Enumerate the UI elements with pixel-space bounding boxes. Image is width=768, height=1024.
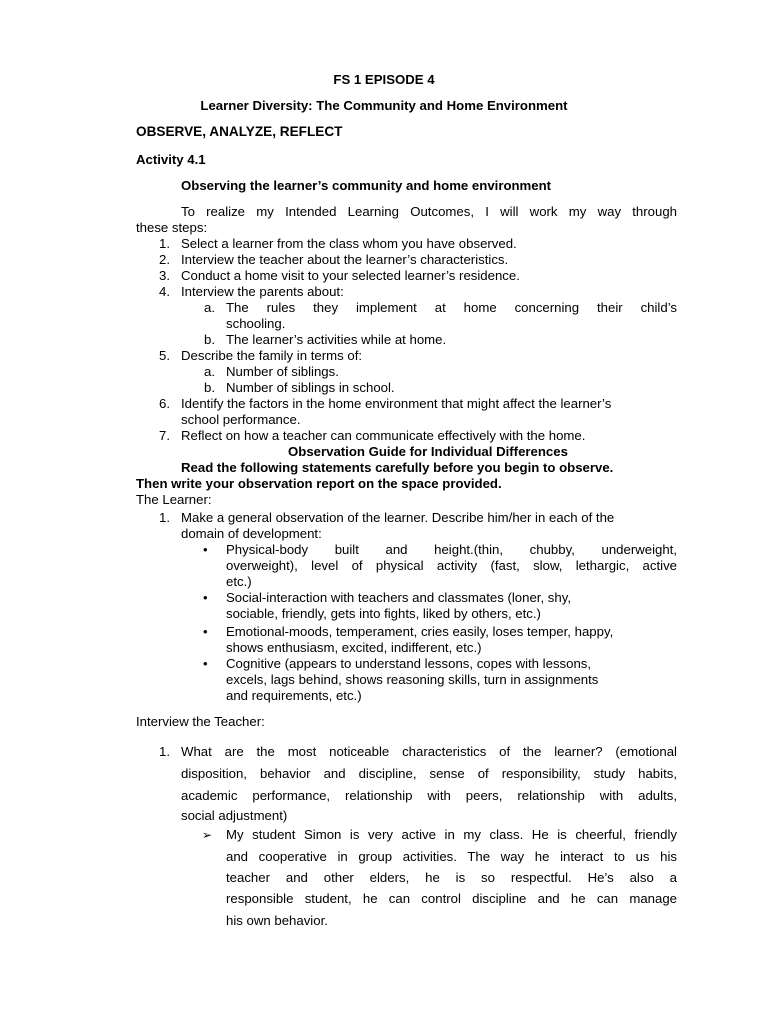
learner-label: The Learner: xyxy=(136,492,212,507)
list-number: 6. xyxy=(159,396,170,411)
bullet-icon: • xyxy=(203,624,208,639)
bullet-item: Social-interaction with teachers and classmates (loner, shy, xyxy=(226,590,571,605)
answer-line: his own behavior. xyxy=(226,913,328,928)
answer-line: and cooperative in group activities. The way he interact to us his xyxy=(226,849,677,864)
intro-paragraph-line: these steps: xyxy=(136,220,208,235)
question-line: What are the most noticeable characteristics of the learner? (emotional xyxy=(181,744,677,759)
guide-instruction: Read the following statements carefully before you begin to observe. xyxy=(181,460,614,475)
bullet-item: Emotional-moods, temperament, cries easily, loses temper, happy, xyxy=(226,624,614,639)
step-item: school performance. xyxy=(181,412,301,427)
bullet-item: overweight), level of physical activity (fast, slow, lethargic, active xyxy=(226,558,677,573)
learner-item: domain of development: xyxy=(181,526,322,541)
list-number: 5. xyxy=(159,348,170,363)
bullet-icon: • xyxy=(203,656,208,671)
step-item: Reflect on how a teacher can communicate effectively with the home. xyxy=(181,428,586,443)
step-item: Select a learner from the class whom you have observed. xyxy=(181,236,517,251)
bullet-item: sociable, friendly, gets into fights, liked by others, etc.) xyxy=(226,606,541,621)
bullet-item: etc.) xyxy=(226,574,252,589)
interview-label: Interview the Teacher: xyxy=(136,714,265,729)
bullet-icon: • xyxy=(203,542,208,557)
list-letter: a. xyxy=(204,300,215,315)
list-number: 1. xyxy=(159,236,170,251)
bullet-item: Cognitive (appears to understand lessons, copes with lessons, xyxy=(226,656,592,671)
question-line: academic performance, relationship with peers, relationship with adults, xyxy=(181,788,677,803)
list-number: 3. xyxy=(159,268,170,283)
sub-step-item: Number of siblings. xyxy=(226,364,339,379)
step-item: Conduct a home visit to your selected learner’s residence. xyxy=(181,268,520,283)
step-item: Identify the factors in the home environment that might affect the learner’s xyxy=(181,396,612,411)
step-item: Interview the teacher about the learner’s characteristics. xyxy=(181,252,509,267)
bullet-item: Physical-body built and height.(thin, chubby, underweight, xyxy=(226,542,677,557)
list-number: 2. xyxy=(159,252,170,267)
intro-paragraph-line: To realize my Intended Learning Outcomes, I will work my way through xyxy=(181,204,677,219)
sub-step-item: The rules they implement at home concerning their child’s xyxy=(226,300,677,315)
bullet-icon: • xyxy=(203,590,208,605)
step-item: Interview the parents about: xyxy=(181,284,344,299)
section-heading: OBSERVE, ANALYZE, REFLECT xyxy=(136,124,343,139)
answer-line: teacher and other elders, he is so respectful. He’s also a xyxy=(226,870,677,885)
bullet-item: excels, lags behind, shows reasoning skills, turn in assignments xyxy=(226,672,599,687)
document-title: Learner Diversity: The Community and Home Environment xyxy=(200,98,568,113)
guide-instruction: Then write your observation report on the space provided. xyxy=(136,476,502,491)
learner-item: Make a general observation of the learner. Describe him/her in each of the xyxy=(181,510,615,525)
bullet-item: and requirements, etc.) xyxy=(226,688,362,703)
answer-line: responsible student, he can control discipline and he can manage xyxy=(226,891,677,906)
list-letter: b. xyxy=(204,332,215,347)
episode-header: FS 1 EPISODE 4 xyxy=(333,72,435,87)
list-letter: b. xyxy=(204,380,215,395)
sub-step-item: Number of siblings in school. xyxy=(226,380,395,395)
list-letter: a. xyxy=(204,364,215,379)
step-item: Describe the family in terms of: xyxy=(181,348,363,363)
arrow-bullet-icon: ➢ xyxy=(202,828,213,842)
answer-line: My student Simon is very active in my class. He is cheerful, friendly xyxy=(226,827,677,842)
question-line: disposition, behavior and discipline, sense of responsibility, study habits, xyxy=(181,766,677,781)
guide-title: Observation Guide for Individual Differences xyxy=(288,444,568,459)
bullet-item: shows enthusiasm, excited, indifferent, etc.) xyxy=(226,640,482,655)
sub-step-item: The learner’s activities while at home. xyxy=(226,332,447,347)
activity-subtitle: Observing the learner’s community and home environment xyxy=(181,178,552,193)
list-number: 1. xyxy=(159,744,170,759)
list-number: 1. xyxy=(159,510,170,525)
sub-step-item: schooling. xyxy=(226,316,286,331)
list-number: 4. xyxy=(159,284,170,299)
activity-heading: Activity 4.1 xyxy=(136,152,206,167)
list-number: 7. xyxy=(159,428,170,443)
question-line: social adjustment) xyxy=(181,808,288,823)
